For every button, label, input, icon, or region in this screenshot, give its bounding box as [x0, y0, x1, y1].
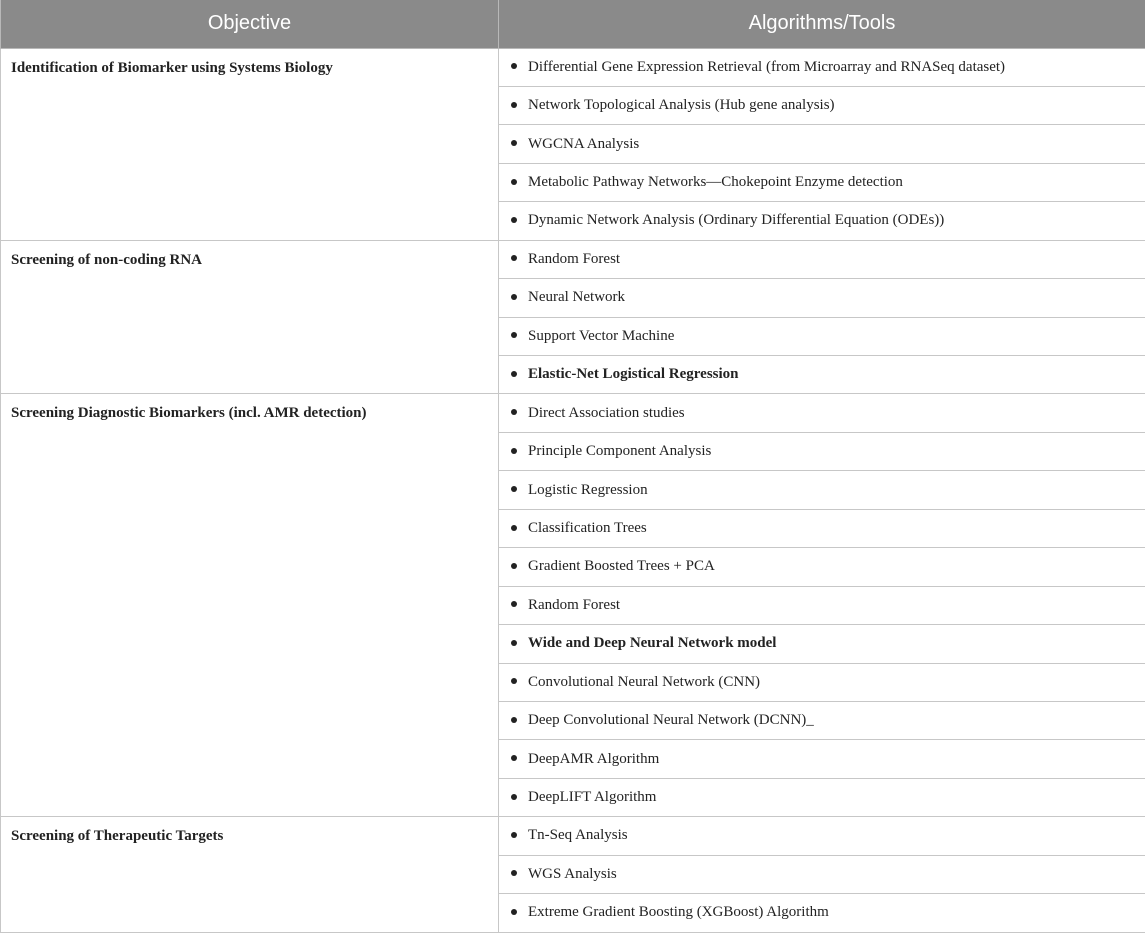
tool-cell: [499, 855, 1145, 893]
tool-label: Metabolic Pathway Networks—Chokepoint Enzyme detection: [528, 174, 903, 191]
tool-label: Neural Network: [528, 289, 626, 306]
table-row: [1, 817, 1145, 855]
bullet-icon: [511, 909, 517, 915]
bullet-icon: [511, 63, 517, 69]
tool-label: Extreme Gradient Boosting (XGBoost) Algorithm: [528, 904, 829, 921]
tool-cell: [499, 701, 1145, 739]
tool-cell: [499, 432, 1145, 470]
tool-label: Convolutional Neural Network (CNN): [528, 673, 761, 690]
tool-label: Principle Component Analysis: [528, 443, 712, 460]
tool-cell: [499, 279, 1145, 317]
tool-label: Tn-Seq Analysis: [528, 827, 628, 844]
bullet-icon: [511, 371, 517, 377]
tool-cell: [499, 548, 1145, 586]
tool-label: Dynamic Network Analysis (Ordinary Differential Equation (ODEs)): [528, 212, 945, 229]
tool-cell: [499, 509, 1145, 547]
tool-cell: [499, 817, 1145, 855]
tool-label: Direct Association studies: [528, 404, 685, 421]
bullet-icon: [511, 102, 517, 108]
bullet-icon: [511, 755, 517, 761]
bullet-icon: [511, 409, 517, 415]
tool-label: Random Forest: [528, 250, 621, 267]
tool-cell: [499, 356, 1145, 394]
tool-label: Differential Gene Expression Retrieval (from Microarray and RNASeq dataset): [528, 58, 1006, 75]
tools-header: Algorithms/Tools: [499, 0, 1145, 48]
tool-label: WGS Analysis: [528, 865, 617, 882]
tool-label: Elastic-Net Logistical Regression: [528, 366, 739, 383]
tool-cell: [499, 163, 1145, 201]
objective-cell: Screening Diagnostic Biomarkers (incl. AMR detection): [1, 394, 499, 817]
objective-cell: Identification of Biomarker using Systems Biology: [1, 48, 499, 240]
tool-cell: [499, 778, 1145, 816]
tool-label: WGCNA Analysis: [528, 135, 640, 152]
bullet-icon: [511, 563, 517, 569]
bullet-icon: [511, 794, 517, 800]
bullet-icon: [511, 717, 517, 723]
tool-cell: [499, 663, 1145, 701]
table-row: [1, 394, 1145, 432]
tool-label: Logistic Regression: [528, 481, 648, 498]
tool-label: DeepLIFT Algorithm: [528, 789, 657, 806]
tool-label: Gradient Boosted Trees + PCA: [528, 558, 715, 575]
tool-cell: [499, 240, 1145, 278]
bullet-icon: [511, 140, 517, 146]
bullet-icon: [511, 217, 517, 223]
tool-cell: [499, 317, 1145, 355]
tool-cell: [499, 586, 1145, 624]
tool-cell: [499, 202, 1145, 240]
bullet-icon: [511, 640, 517, 646]
bullet-icon: [511, 294, 517, 300]
tool-cell: [499, 394, 1145, 432]
tool-cell: [499, 894, 1145, 932]
bullet-icon: [511, 448, 517, 454]
header-row: [1, 0, 1145, 48]
tool-cell: [499, 86, 1145, 124]
bullet-icon: [511, 179, 517, 185]
tool-label: Deep Convolutional Neural Network (DCNN)_: [528, 712, 814, 729]
tool-label: Wide and Deep Neural Network model: [528, 635, 777, 652]
tool-cell: [499, 625, 1145, 663]
objective-header: Objective: [1, 0, 499, 48]
bullet-icon: [511, 601, 517, 607]
table-row: [1, 240, 1145, 278]
tool-label: Classification Trees: [528, 519, 647, 536]
tool-label: Support Vector Machine: [528, 327, 675, 344]
bullet-icon: [511, 332, 517, 338]
bullet-icon: [511, 832, 517, 838]
tool-cell: [499, 125, 1145, 163]
bullet-icon: [511, 525, 517, 531]
table-body: [1, 48, 1145, 932]
tool-cell: [499, 740, 1145, 778]
tool-label: Network Topological Analysis (Hub gene analysis): [528, 97, 835, 114]
tool-cell: [499, 471, 1145, 509]
tool-cell: [499, 48, 1145, 86]
objective-cell: Screening of Therapeutic Targets: [1, 817, 499, 932]
bullet-icon: [511, 486, 517, 492]
bullet-icon: [511, 678, 517, 684]
table-row: [1, 48, 1145, 86]
bullet-icon: [511, 255, 517, 261]
tool-label: DeepAMR Algorithm: [528, 750, 660, 767]
objective-cell: Screening of non-coding RNA: [1, 240, 499, 394]
tool-label: Random Forest: [528, 596, 621, 613]
bullet-icon: [511, 870, 517, 876]
